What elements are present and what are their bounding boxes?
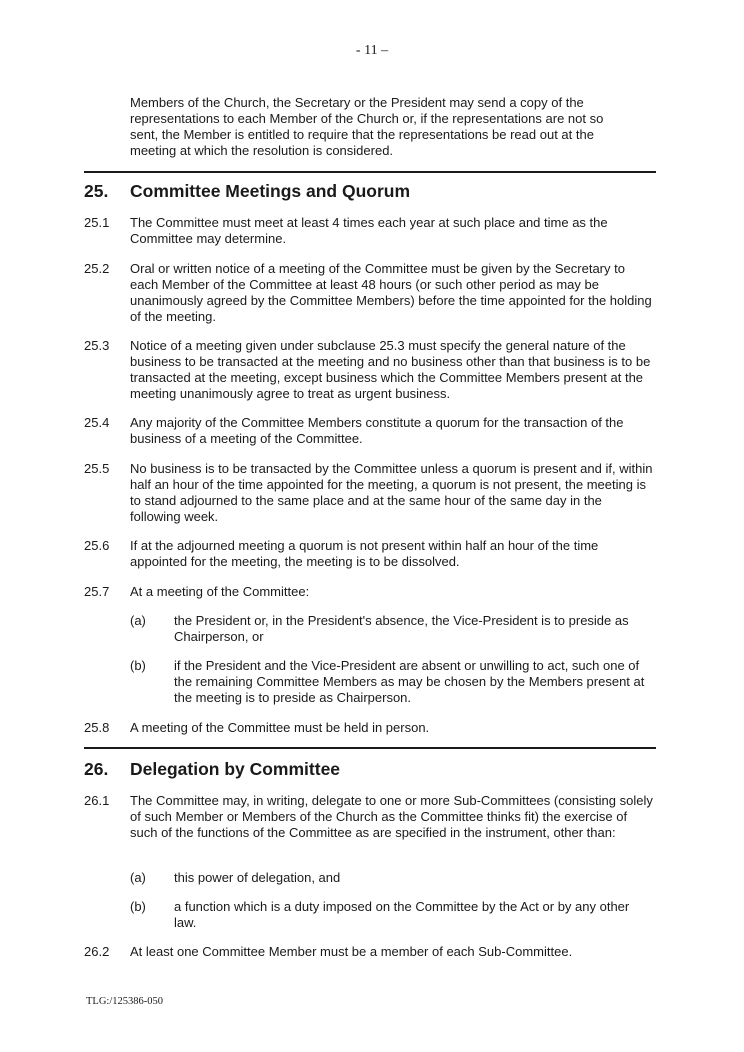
subclause-26-1-b: [130, 899, 654, 931]
section-number: 26.: [84, 759, 109, 779]
clause-text: Oral or written notice of a meeting of the Committee must be given by the Secretary to each Member of the Committee at least 48 hours (or such other period as may be unanimously agreed by the Committee Members) before the time appointed for the holding of the meeting.: [130, 261, 652, 324]
clause-26-1: [84, 793, 654, 841]
clause-text: At least one Committee Member must be a member of each Sub-Committee.: [130, 944, 573, 959]
subclause-number: (a): [130, 613, 146, 628]
clause-text: No business is to be transacted by the Committee unless a quorum is present and if, within half an hour of the time appointed for the meeting, a quorum is not present, the meeting is to stand adjourned to the same place and at the same hour of the same day in the following week.: [130, 461, 653, 524]
section-title: Committee Meetings and Quorum: [130, 181, 411, 201]
clause-25-7: [84, 584, 654, 600]
section-title: Delegation by Committee: [130, 759, 341, 779]
clause-number: 26.1: [84, 793, 110, 808]
section-divider: [84, 171, 656, 173]
clause-text: Notice of a meeting given under subclause 25.3 must specify the general nature of the business to be transacted at the meeting and no business other than that business is to be transacted at the meeting, except business which the Committee Members present at the meeting unanimously agree to treat as urgent business.: [130, 338, 651, 401]
clause-25-8: [84, 720, 654, 736]
clause-25-1: [84, 215, 654, 247]
document-reference: TLG:/125386-050: [86, 996, 163, 1007]
subclause-number: (a): [130, 870, 146, 885]
clause-25-4: [84, 415, 654, 447]
clause-25-6: [84, 538, 654, 570]
subclause-number: (b): [130, 899, 146, 914]
section-26-heading: [84, 759, 340, 779]
clause-number: 25.1: [84, 215, 110, 230]
subclause-text: the President or, in the President's absence, the Vice-President is to preside as Chairperson, or: [174, 613, 629, 644]
clause-26-2: [84, 944, 654, 960]
clause-number: 25.4: [84, 415, 110, 430]
clause-number: 25.3: [84, 338, 110, 353]
clause-text: Any majority of the Committee Members constitute a quorum for the transaction of the business of a meeting of the Committee.: [130, 415, 624, 446]
clause-number: 25.5: [84, 461, 110, 476]
clause-25-3: [84, 338, 654, 402]
subclause-26-1-a: [130, 870, 654, 886]
clause-number: 25.6: [84, 538, 110, 553]
clause-25-5: [84, 461, 654, 525]
clause-25-2: [84, 261, 654, 325]
clause-text: The Committee must meet at least 4 times each year at such place and time as the Committee may determine.: [130, 215, 608, 246]
clause-number: 25.2: [84, 261, 110, 276]
clause-text: A meeting of the Committee must be held in person.: [130, 720, 430, 735]
clause-number: 26.2: [84, 944, 110, 959]
subclause-text: if the President and the Vice-President are absent or unwilling to act, such one of the remaining Committee Members as may be chosen by the Members present at the meeting is to preside as Chairperson.: [174, 658, 645, 705]
section-25-heading: [84, 181, 410, 201]
section-divider: [84, 747, 656, 749]
clause-text: If at the adjourned meeting a quorum is not present within half an hour of the time appointed for the meeting, the meeting is to be dissolved.: [130, 538, 599, 569]
clause-text: At a meeting of the Committee:: [130, 584, 310, 599]
subclause-text: this power of delegation, and: [174, 870, 341, 885]
subclause-25-7-a: [130, 613, 654, 645]
clause-text: The Committee may, in writing, delegate to one or more Sub-Committees (consisting solely of such Member or Members of the Church as the Committee thinks fit) the exercise of such of the functions of the Committee as are specified in the instrument, other than:: [130, 793, 653, 840]
subclause-25-7-b: [130, 658, 654, 706]
subclause-text: a function which is a duty imposed on the Committee by the Act or by any other law.: [174, 899, 630, 930]
section-number: 25.: [84, 181, 109, 201]
intro-paragraph: Members of the Church, the Secretary or the President may send a copy of the representations to each Member of the Church or, if the representations are not so sent, the Member is entitled to require that the representations be read out at the meeting at which the resolution is considered.: [130, 95, 604, 158]
subclause-number: (b): [130, 658, 146, 673]
page-number: - 11 –: [355, 43, 389, 58]
clause-number: 25.8: [84, 720, 110, 735]
clause-number: 25.7: [84, 584, 110, 599]
